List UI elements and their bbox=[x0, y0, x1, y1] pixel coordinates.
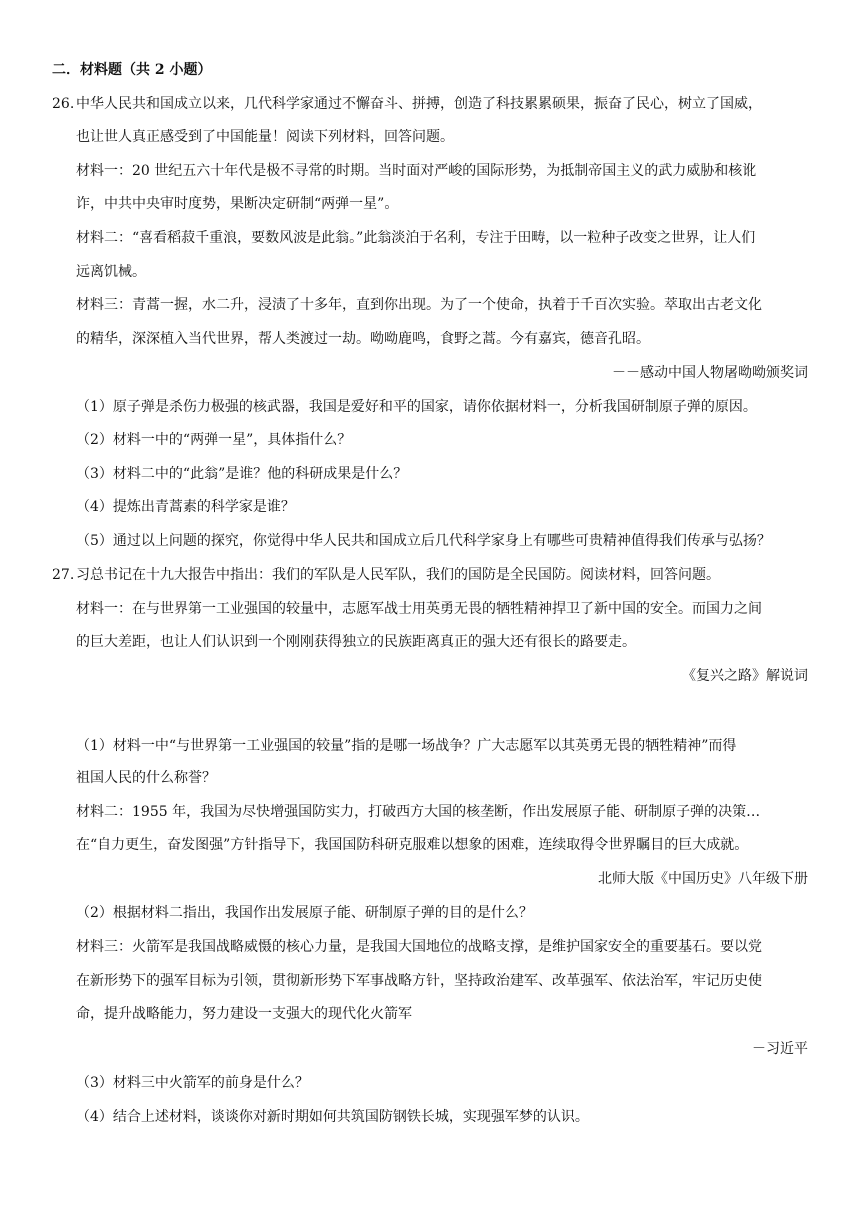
section-title: 二．材料题（共 2 小题） bbox=[52, 62, 212, 78]
sub-question: （4）结合上述材料，谈谈你对新时期如何共筑国防钢铁长城，实现强军梦的认识。 bbox=[76, 1109, 589, 1125]
sub-question: （3）材料二中的“此翁”是谁？他的科研成果是什么？ bbox=[76, 466, 408, 482]
question-number: 26. bbox=[52, 96, 75, 112]
question-number: 27. bbox=[52, 567, 75, 583]
material-line: 的精华，深深植入当代世界，帮人类渡过一劫。呦呦鹿鸣，食野之蒿。今有嘉宾，德音孔昭。 bbox=[76, 331, 650, 347]
sub-question: （3）材料三中火箭军的前身是什么？ bbox=[76, 1075, 309, 1091]
material-line: 材料二：“喜看稻菽千重浪，要数风波是此翁。”此翁淡泊于名利，专注于田畴，以一粒种子改变之世界，让人们 bbox=[76, 230, 756, 246]
material-line: 的巨大差距，也让人们认识到一个刚刚获得独立的民族距离真正的强大还有很长的路要走。 bbox=[76, 634, 636, 650]
sub-question: （1）材料一中“与世界第一工业强国的较量”指的是哪一场战争？广大志愿军以其英勇无畏的牺牲精神”而得 bbox=[76, 738, 737, 754]
material-line: 材料三：青蒿一握，水二升，浸渍了十多年，直到你出现。为了一个使命，执着于千百次实验。萃取出古老文化 bbox=[76, 297, 762, 313]
sub-question: （2）根据材料二指出，我国作出发展原子能、研制原子弹的目的是什么？ bbox=[76, 905, 533, 921]
material-line: 命，提升战略能力，努力建设一支强大的现代化火箭军 bbox=[76, 1006, 412, 1022]
material-source: 北师大版《中国历史》八年级下册 bbox=[598, 871, 808, 887]
sub-question: （5）通过以上问题的探究，你觉得中华人民共和国成立后几代科学家身上有哪些可贵精神值得我们传承与弘扬？ bbox=[76, 533, 771, 549]
material-line: 诈，中共中央审时度势，果断决定研制“两弹一星”。 bbox=[76, 196, 399, 212]
material-line: 材料一：在与世界第一工业强国的较量中，志愿军战士用英勇无畏的牺牲精神捍卫了新中国的安全。而国力之间 bbox=[76, 601, 762, 617]
material-line: 在“自力更生，奋发图强”方针指导下，我国国防科研克服难以想象的困难，连续取得令世界瞩目的巨大成就。 bbox=[76, 837, 749, 853]
sub-question: （2）材料一中的“两弹一星”，具体指什么？ bbox=[76, 432, 352, 448]
question-stem-line: 也让世人真正感受到了中国能量！阅读下列材料，回答问题。 bbox=[76, 129, 454, 145]
material-line: 材料三：火箭军是我国战略威慑的核心力量，是我国大国地位的战略支撑，是维护国家安全的重要基石。要以党 bbox=[76, 939, 762, 955]
sub-question: 祖国人民的什么称誉？ bbox=[76, 770, 216, 786]
sub-question: （1）原子弹是杀伤力极强的核武器，我国是爱好和平的国家，请你依据材料一，分析我国研制原子弹的原因。 bbox=[76, 399, 757, 415]
sub-question: （4）提炼出青蒿素的科学家是谁？ bbox=[76, 499, 295, 515]
question-stem-line: 习总书记在十九大报告中指出：我们的军队是人民军队，我们的国防是全民国防。阅读材料，回答问题。 bbox=[76, 567, 720, 583]
material-source: －－感动中国人物屠呦呦颁奖词 bbox=[612, 365, 808, 381]
material-line: 在新形势下的强军目标为引领，贯彻新形势下军事战略方针，坚持政治建军、改革强军、依法治军，牢记历史使 bbox=[76, 973, 762, 989]
material-line: 材料一：20 世纪五六十年代是极不寻常的时期。当时面对严峻的国际形势，为抵制帝国主义的武力威胁和核讹 bbox=[76, 163, 757, 179]
material-line: 材料二：1955 年，我国为尽快增强国防实力，打破西方大国的核垄断，作出发展原子能、研制原子弹的决策… bbox=[76, 804, 761, 820]
material-source: 《复兴之路》解说词 bbox=[682, 668, 808, 684]
question-stem-line: 中华人民共和国成立以来，几代科学家通过不懈奋斗、拼搏，创造了科技累累硕果，振奋了民心，树立了国威， bbox=[76, 96, 762, 112]
material-source: －习近平 bbox=[752, 1041, 808, 1057]
material-line: 远离饥械。 bbox=[76, 264, 146, 280]
